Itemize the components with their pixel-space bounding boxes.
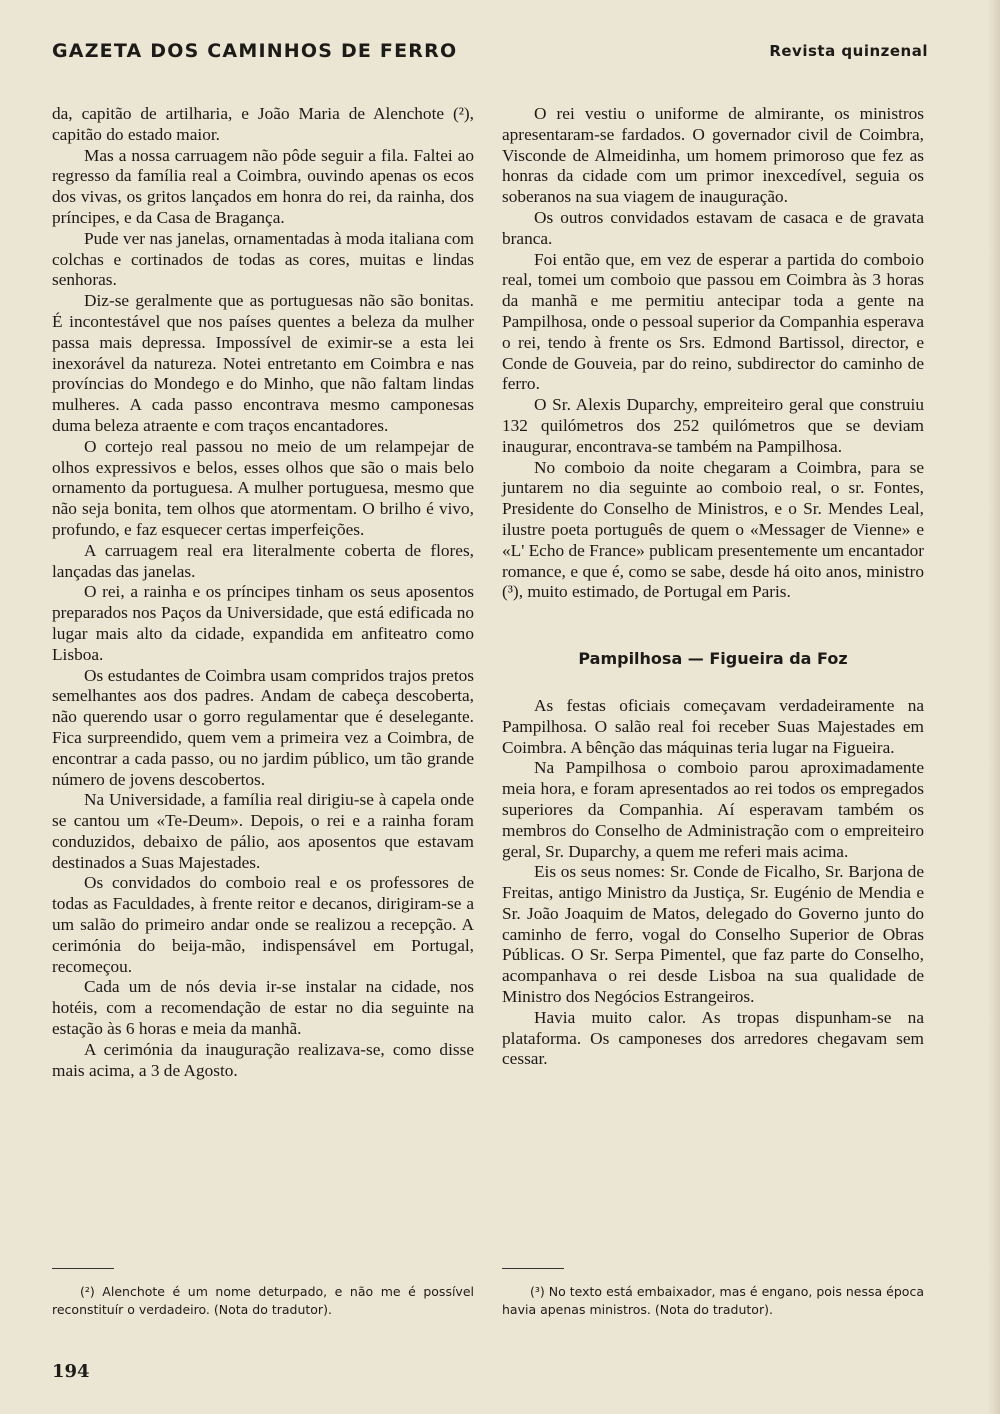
paragraph: A cerimónia da inauguração realizava-se, como disse mais acima, a 3 de Agosto. [52, 1039, 474, 1080]
paragraph: O cortejo real passou no meio de um relampejar de olhos expressivos e belos, esses olhos que são o mais belo ornamento da portuguesa. A mulher portuguesa, mesmo que não seja bonita, tem olhos que atormentam. O brilho é vivo, profundo, e faz esquecer certas imperfeições. [52, 436, 474, 539]
footnote-rule-right [502, 1268, 564, 1269]
section-heading: Pampilhosa — Figueira da Foz [578, 649, 848, 669]
footnote-right [502, 1283, 924, 1319]
paragraph: Os convidados do comboio real e os professores de todas as Faculdades, à frente reitor e decanos, dirigiram-se a um salão do primeiro andar onde se realizou a recepção. A cerimónia do beija-mão, indispensável em Portugal, recomeçou. [52, 873, 474, 976]
paragraph: No comboio da noite chegaram a Coimbra, para se juntarem no dia seguinte ao comboio real, o sr. Fontes, Presidente do Conselho de Ministros, e o Sr. Mendes Leal, ilustre poeta português de quem o «Messager de Vienne» e «L' Echo de France» publicam presentemente um encantador romance, e que é, como se sabe, desde há oito anos, ministro (³), muito estimado, de Portugal em Paris. [502, 457, 925, 602]
paragraph: O Sr. Alexis Duparchy, empreiteiro geral que construiu 132 quilómetros dos 252 quilómetros que se deviam inaugurar, encontrava-se também na Pampilhosa. [502, 395, 924, 456]
paragraph: Eis os seus nomes: Sr. Conde de Ficalho, Sr. Barjona de Freitas, antigo Ministro da Justiça, Sr. Eugénio de Mendia e Sr. João Joaquim de Matos, delegado do Governo junto do caminho de ferro, vogal do Conselho Superior de Obras Públicas. O Sr. Serpa Pimentel, que faz parte do Conselho, acompanhava o rei desde Lisboa na sua qualidade de Ministro dos Negócios Estrangeiros. [502, 862, 924, 1007]
paragraph: As festas oficiais começavam verdadeiramente na Pampilhosa. O salão real foi receber Suas Majestades em Coimbra. A bênção das máquinas teria lugar na Figueira. [502, 695, 924, 757]
left-column [52, 104, 474, 1081]
page-header [52, 40, 928, 72]
paragraph: Na Universidade, a família real dirigiu-se à capela onde se cantou um «Te-Deum». Depois, o rei e a rainha foram conduzidos, debaixo de pálio, aos aposentos que estavam destinados a Suas Majestades. [52, 790, 474, 872]
paragraph: Diz-se geralmente que as portuguesas não são bonitas. É incontestável que nos países quentes a beleza da mulher passa mais depressa. Impossível de eximir-se a esta lei inexorável da natureza. Notei entretanto em Coimbra e nas províncias do Mondego e do Minho, que não faltam lindas mulheres. A cada passo encontrava mesmo camponesas duma beleza atraente e com traços encantadores. [52, 291, 474, 435]
paragraph: da, capitão de artilharia, e João Maria de Alenchote (²), capitão do estado maior. [52, 104, 474, 144]
footnote-left [52, 1283, 474, 1319]
paragraph: Mas a nossa carruagem não pôde seguir a fila. Faltei ao regresso da família real a Coimbra, ouvindo apenas os ecos dos vivas, os gritos lançados em honra do rei, da rainha, dos príncipes, e da Casa de Bragança. [52, 145, 474, 227]
journal-title: GAZETA DOS CAMINHOS DE FERRO [52, 40, 458, 62]
footnote-text: (³) No texto está embaixador, mas é engano, pois nessa época havia apenas ministros. (Nota do tradutor). [502, 1284, 924, 1317]
footnote-text: (²) Alenchote é um nome deturpado, e não me é possível reconstituír o verdadeiro. (Nota do tradutor). [52, 1284, 474, 1317]
paragraph: O rei vestiu o uniforme de almirante, os ministros apresentaram-se fardados. O governador civil de Coimbra, Visconde de Almeidinha, um homem primoroso que fez as honras da cidade com um primor inexcedível, seguia os soberanos na sua viagem de inauguração. [502, 104, 924, 207]
issue-type: Revista quinzenal [769, 42, 928, 60]
page-binding-edge [988, 0, 1000, 1414]
paragraph: Cada um de nós devia ir-se instalar na cidade, nos hotéis, com a recomendação de estar no dia seguinte na estação às 6 horas e meia da manhã. [52, 977, 474, 1039]
paragraph: A carruagem real era literalmente coberta de flores, lançadas das janelas. [52, 540, 474, 581]
paragraph: Os estudantes de Coimbra usam compridos trajos pretos semelhantes aos dos padres. Andam de cabeça descoberta, não querendo usar o gorro regulamentar que é deselegante. Fica surpreendido, quem vem a primeira vez a Coimbra, de encontrar a cada passo, ou no jardim público, um tão grande número de jovens descobertos. [52, 665, 474, 789]
paragraph: Pude ver nas janelas, ornamentadas à moda italiana com colchas e cortinados de todas as cores, muitas e lindas senhoras. [52, 228, 474, 290]
paragraph: O rei, a rainha e os príncipes tinham os seus aposentos preparados nos Paços da Universidade, que está edificada no lugar mais alto da cidade, expandida em anfiteatro como Lisboa. [52, 582, 474, 664]
paragraph: Na Pampilhosa o comboio parou aproximadamente meia hora, e foram apresentados ao rei todos os empregados superiores da Companhia. Aí esperavam também os membros do Conselho de Administração com o empreiteiro geral, Sr. Duparchy, a quem me referi mais acima. [502, 758, 924, 861]
page-number: 194 [52, 1361, 90, 1382]
footnote-rule-left [52, 1268, 114, 1269]
paragraph: Havia muito calor. As tropas dispunham-se na plataforma. Os camponeses dos arredores chegavam sem cessar. [502, 1007, 924, 1069]
right-column [502, 104, 924, 1070]
paragraph: Os outros convidados estavam de casaca e de gravata branca. [502, 207, 924, 248]
paragraph: Foi então que, em vez de esperar a partida do comboio real, tomei um comboio que passou em Coimbra às 3 horas da manhã e me permitiu antecipar toda a gente na Pampilhosa, onde o pessoal superior da Companhia esperava o rei, tendo à frente os Srs. Edmond Bartissol, director, e Conde de Gouveia, par do reino, subdirector do caminho de ferro. [502, 249, 924, 394]
